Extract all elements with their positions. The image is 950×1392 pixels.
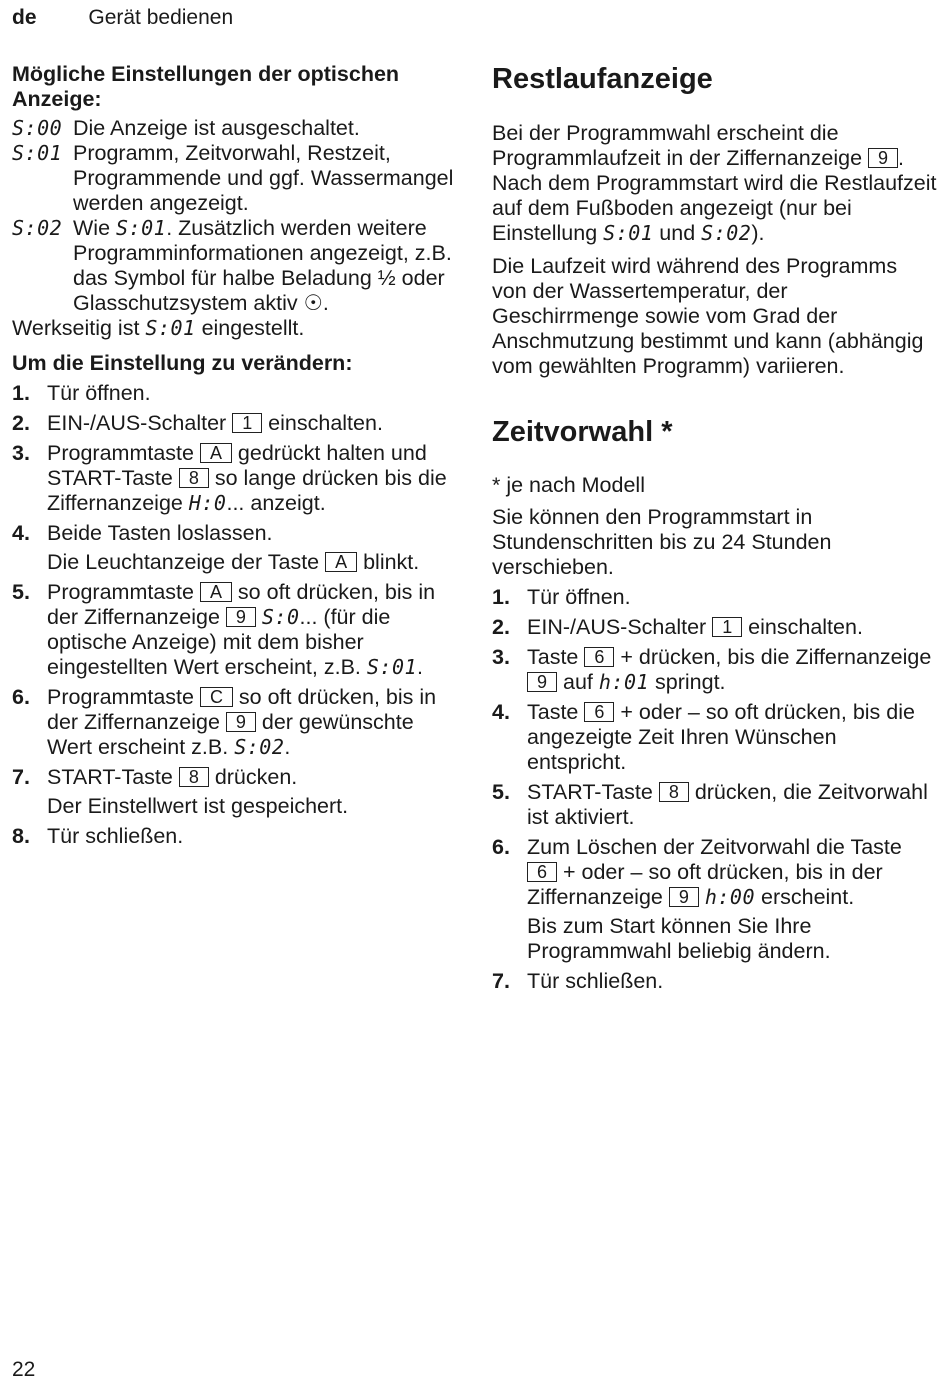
step-number: 8. <box>12 824 30 848</box>
text-run: EIN-/AUS-Schalter <box>527 615 713 639</box>
button-key-icon: 9 <box>226 712 256 732</box>
button-key-icon: 9 <box>527 672 557 692</box>
setting-description: Programm, Zeitvorwahl, Restzeit, Programmende und ggf. Wassermangel werden angezeigt. <box>73 141 454 215</box>
step-item <box>12 824 462 849</box>
step-number: 3. <box>12 441 30 465</box>
setting-description: Die Anzeige ist ausgeschaltet. <box>73 116 360 140</box>
step-item <box>12 381 462 406</box>
text-run: EIN-/AUS-Schalter <box>47 411 233 435</box>
setting-description-pre: Wie <box>73 216 111 240</box>
text-run: blinkt. <box>357 550 420 574</box>
text-run: Tür öffnen. <box>527 585 631 609</box>
step-number: 1. <box>12 381 30 405</box>
text-run: einschalten. <box>262 411 383 435</box>
text-run: einschalten. <box>742 615 863 639</box>
step-number: 5. <box>492 780 510 804</box>
step-number: 7. <box>12 765 30 789</box>
button-key-icon: 6 <box>584 702 614 722</box>
text-run: + oder – so oft drücken, bis die angezeigte Zeit Ihren Wünschen entspricht. <box>527 700 915 774</box>
text-run: Taste <box>527 700 585 724</box>
step-number: 5. <box>12 580 30 604</box>
step-text <box>47 824 462 849</box>
zeitvorwahl-steps <box>492 585 937 994</box>
step-item <box>492 645 937 695</box>
text-run: ). <box>751 221 765 245</box>
text-run: ... (für die optische Anzeige) mit dem bisher eingestellten Wert erscheint, z.B. <box>47 605 391 679</box>
step-item <box>492 969 937 994</box>
step-item <box>492 700 937 775</box>
step-text <box>47 685 462 760</box>
display-settings-list <box>12 116 462 316</box>
text-run: ... anzeigt. <box>226 491 326 515</box>
right-column <box>492 62 937 994</box>
text-run: Der Einstellwert ist gespeichert. <box>47 794 349 818</box>
text-run: Tür öffnen. <box>47 381 151 405</box>
language-code: de <box>12 6 37 29</box>
text-run: Bei der Programmwahl erscheint die Programmlaufzeit in der Ziffernanzeige <box>492 121 869 170</box>
footnote: * je nach Modell <box>492 473 645 497</box>
step-item <box>12 765 462 819</box>
text-run: Programmtaste <box>47 441 200 465</box>
setting-ref-code: S:01 <box>116 216 167 240</box>
text-run: der gewünschte Wert erscheint z.B. <box>47 710 414 759</box>
display-settings-heading: Mögliche Einstellungen der optischen Anzeige: <box>12 62 400 111</box>
step-result <box>527 914 937 964</box>
text-run: gedrückt halten und START-Taste <box>47 441 427 490</box>
step-text <box>47 580 462 680</box>
step-item <box>12 441 462 516</box>
text-run: Programmtaste <box>47 685 200 709</box>
text-run: . Nach dem Programmstart wird die Restlaufzeit auf dem Fußboden angezeigt (nur bei Einstellung <box>492 146 937 245</box>
factory-code: S:01 <box>145 316 196 340</box>
zeitvorwahl-heading: Zeitvorwahl * <box>492 416 673 448</box>
text-run: Zum Löschen der Zeitvorwahl die Taste <box>527 835 902 859</box>
step-number: 3. <box>492 645 510 669</box>
button-key-icon: 8 <box>659 782 689 802</box>
step-text <box>527 645 937 695</box>
setting-code: S:01 <box>12 141 63 165</box>
step-number: 2. <box>12 411 30 435</box>
section-title: Gerät bedienen <box>88 6 234 29</box>
zeitvorwahl-intro: Sie können den Programmstart in Stundenschritten bis zu 24 Stunden verschieben. <box>492 505 832 579</box>
step-text <box>527 835 937 964</box>
text-run: Die Leuchtanzeige der Taste <box>47 550 326 574</box>
step-item <box>12 685 462 760</box>
digital-display-code: H:0 <box>188 491 227 515</box>
step-text <box>47 441 462 516</box>
step-item <box>12 411 462 436</box>
text-run: und <box>653 221 702 245</box>
text-run: erscheint. <box>755 885 855 909</box>
step-number: 6. <box>12 685 30 709</box>
change-setting-heading: Um die Einstellung zu verändern: <box>12 351 353 375</box>
text-run: so oft drücken, bis in der Ziffernanzeige <box>47 580 436 629</box>
button-key-icon: A <box>325 552 357 572</box>
step-result <box>47 794 462 819</box>
left-column <box>12 62 462 849</box>
factory-pre: Werkseitig ist <box>12 316 140 340</box>
button-key-icon: 1 <box>712 617 742 637</box>
step-text <box>527 615 937 640</box>
digital-display-code: S:01 <box>366 655 418 679</box>
button-key-icon: A <box>200 443 232 463</box>
step-text <box>47 765 462 819</box>
text-run: Tür schließen. <box>47 824 184 848</box>
step-text <box>47 381 462 406</box>
text-run: so oft drücken, bis in der Ziffernanzeige <box>47 685 437 734</box>
page-number: 22 <box>12 1358 36 1381</box>
factory-setting <box>12 316 462 341</box>
step-text <box>47 411 462 436</box>
step-number: 6. <box>492 835 510 859</box>
button-key-icon: 9 <box>868 148 898 168</box>
step-number: 7. <box>492 969 510 993</box>
step-item <box>492 835 937 964</box>
digital-display-code: S:01 <box>603 221 654 245</box>
text-run: Bis zum Start können Sie Ihre Programmwahl beliebig ändern. <box>527 914 831 963</box>
step-item <box>12 580 462 680</box>
text-run: auf <box>557 670 599 694</box>
step-result <box>47 550 462 575</box>
step-text <box>527 969 937 994</box>
step-item <box>492 615 937 640</box>
step-item <box>492 585 937 610</box>
digital-display-code: S:02 <box>701 221 752 245</box>
button-key-icon: 8 <box>179 767 209 787</box>
text-run: . <box>284 735 291 759</box>
text-run: Taste <box>527 645 585 669</box>
text-run: START-Taste <box>47 765 179 789</box>
step-number: 4. <box>12 521 30 545</box>
setting-code: S:02 <box>12 216 63 240</box>
text-run: + oder – so oft drücken, bis in der Ziffernanzeige <box>527 860 883 909</box>
setting-description-post: . Zusätzlich werden weitere Programminformationen angezeigt, z.B. das Symbol für halbe Beladung ½ oder Glasschutzsystem aktiv ☉. <box>73 216 452 315</box>
step-number: 4. <box>492 700 510 724</box>
change-setting-steps <box>12 381 462 849</box>
digital-display-code: h:00 <box>704 885 756 909</box>
factory-post: eingestellt. <box>201 316 305 340</box>
text-run: Programmtaste <box>47 580 200 604</box>
text-run: drücken. <box>208 765 298 789</box>
button-key-icon: 1 <box>232 413 262 433</box>
button-key-icon: 9 <box>669 887 699 907</box>
setting-s02 <box>12 216 462 316</box>
step-item <box>492 780 937 830</box>
digital-display-code: S:0 <box>261 605 300 629</box>
text-run: springt. <box>649 670 726 694</box>
text-run: . <box>417 655 424 679</box>
text-run: so lange drücken bis die Ziffernanzeige <box>47 466 447 515</box>
restlauf-paragraph-1 <box>492 121 937 246</box>
step-text <box>47 521 462 575</box>
step-text <box>527 585 937 610</box>
text-run: Beide Tasten loslassen. <box>47 521 273 545</box>
step-item <box>12 521 462 575</box>
digital-display-code: h:01 <box>598 670 650 694</box>
step-number: 1. <box>492 585 510 609</box>
step-text <box>527 700 937 775</box>
setting-s01 <box>12 141 462 216</box>
setting-description <box>73 216 462 316</box>
button-key-icon: 9 <box>226 607 256 627</box>
button-key-icon: 8 <box>179 468 209 488</box>
digital-display-code: S:02 <box>234 735 285 759</box>
text-run: Tür schließen. <box>527 969 664 993</box>
step-number: 2. <box>492 615 510 639</box>
button-key-icon: 6 <box>527 862 557 882</box>
text-run: + drücken, bis die Ziffernanzeige <box>614 645 932 669</box>
text-run: drücken, die Zeitvorwahl ist aktiviert. <box>527 780 928 829</box>
page-header <box>12 6 233 30</box>
setting-code: S:00 <box>12 116 63 140</box>
setting-s00 <box>12 116 462 141</box>
restlauf-heading: Restlaufanzeige <box>492 63 713 95</box>
button-key-icon: A <box>200 582 232 602</box>
restlauf-paragraph-2: Die Laufzeit wird während des Programms von der Wassertemperatur, der Geschirrmenge sowie vom Grad der Anschmutzung bestimmt und kann (abhängig vom gewählten Programm) variieren. <box>492 254 924 378</box>
button-key-icon: C <box>200 687 233 707</box>
text-run: START-Taste <box>527 780 659 804</box>
step-text <box>527 780 937 830</box>
button-key-icon: 6 <box>584 647 614 667</box>
